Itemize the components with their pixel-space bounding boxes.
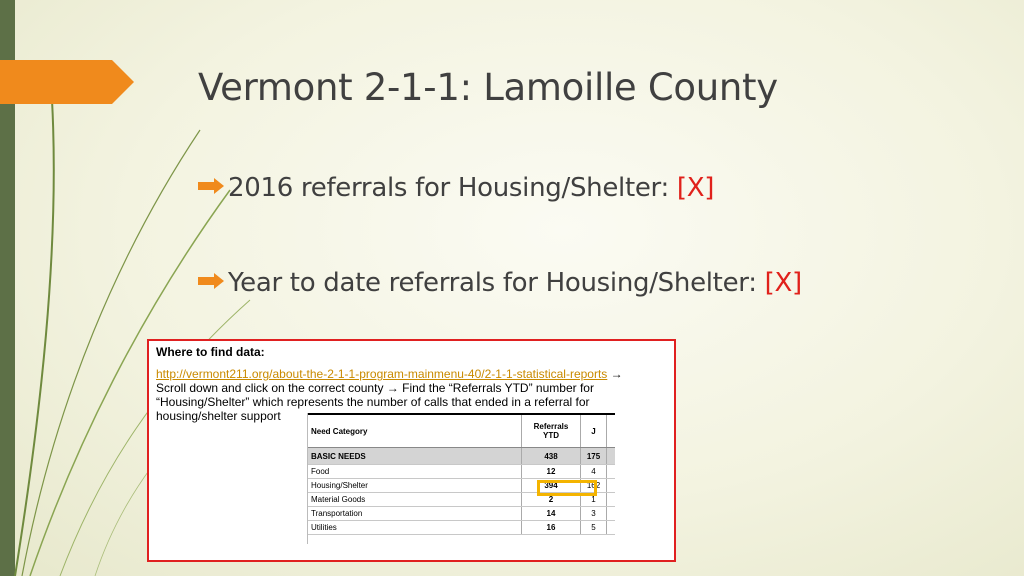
title-accent-tab	[0, 60, 134, 104]
table-row: Transportation 14 3	[308, 507, 615, 521]
slide-title: Vermont 2-1-1: Lamoille County	[198, 66, 778, 109]
report-table-screenshot	[307, 413, 630, 544]
referrals-table	[308, 413, 615, 535]
table-header-row	[308, 414, 615, 448]
bullet-2016-referrals	[198, 173, 714, 203]
arrow-bullet-icon	[198, 178, 224, 194]
data-source-box	[147, 339, 676, 562]
table-row: BASIC NEEDS 438 175	[308, 448, 615, 465]
bullet-text: 2016 referrals for Housing/Shelter:	[228, 173, 677, 203]
placeholder-value: [X]	[764, 268, 802, 298]
table-row: Food 12 4	[308, 465, 615, 479]
instructions-text: Scroll down and click on the correct county → Find the “Referrals YTD” number for “Housing/Shelter” which represents the number of calls that ended in a referral for housing/shelter support	[156, 381, 594, 423]
arrow-bullet-icon	[198, 273, 224, 289]
header-need-category: Need Category	[308, 414, 522, 448]
housing-shelter-highlight	[537, 480, 597, 496]
header-referrals-ytd: Referrals YTD	[522, 414, 581, 448]
link-arrow: →	[607, 367, 623, 381]
table-row: Housing/Shelter 394 162	[308, 479, 615, 493]
placeholder-value: [X]	[676, 173, 715, 203]
statistical-reports-link[interactable]: http://vermont211.org/about-the-2-1-1-program-mainmenu-40/2-1-1-statistical-reports	[156, 367, 608, 381]
info-heading: Where to find data:	[156, 345, 265, 359]
header-j: J	[581, 414, 607, 448]
bullet-text: Year to date referrals for Housing/Shelter:	[228, 268, 765, 298]
table-row: Utilities 16 5	[308, 521, 615, 535]
table-row: Material Goods 2 1	[308, 493, 615, 507]
bullet-ytd-referrals	[198, 268, 802, 298]
